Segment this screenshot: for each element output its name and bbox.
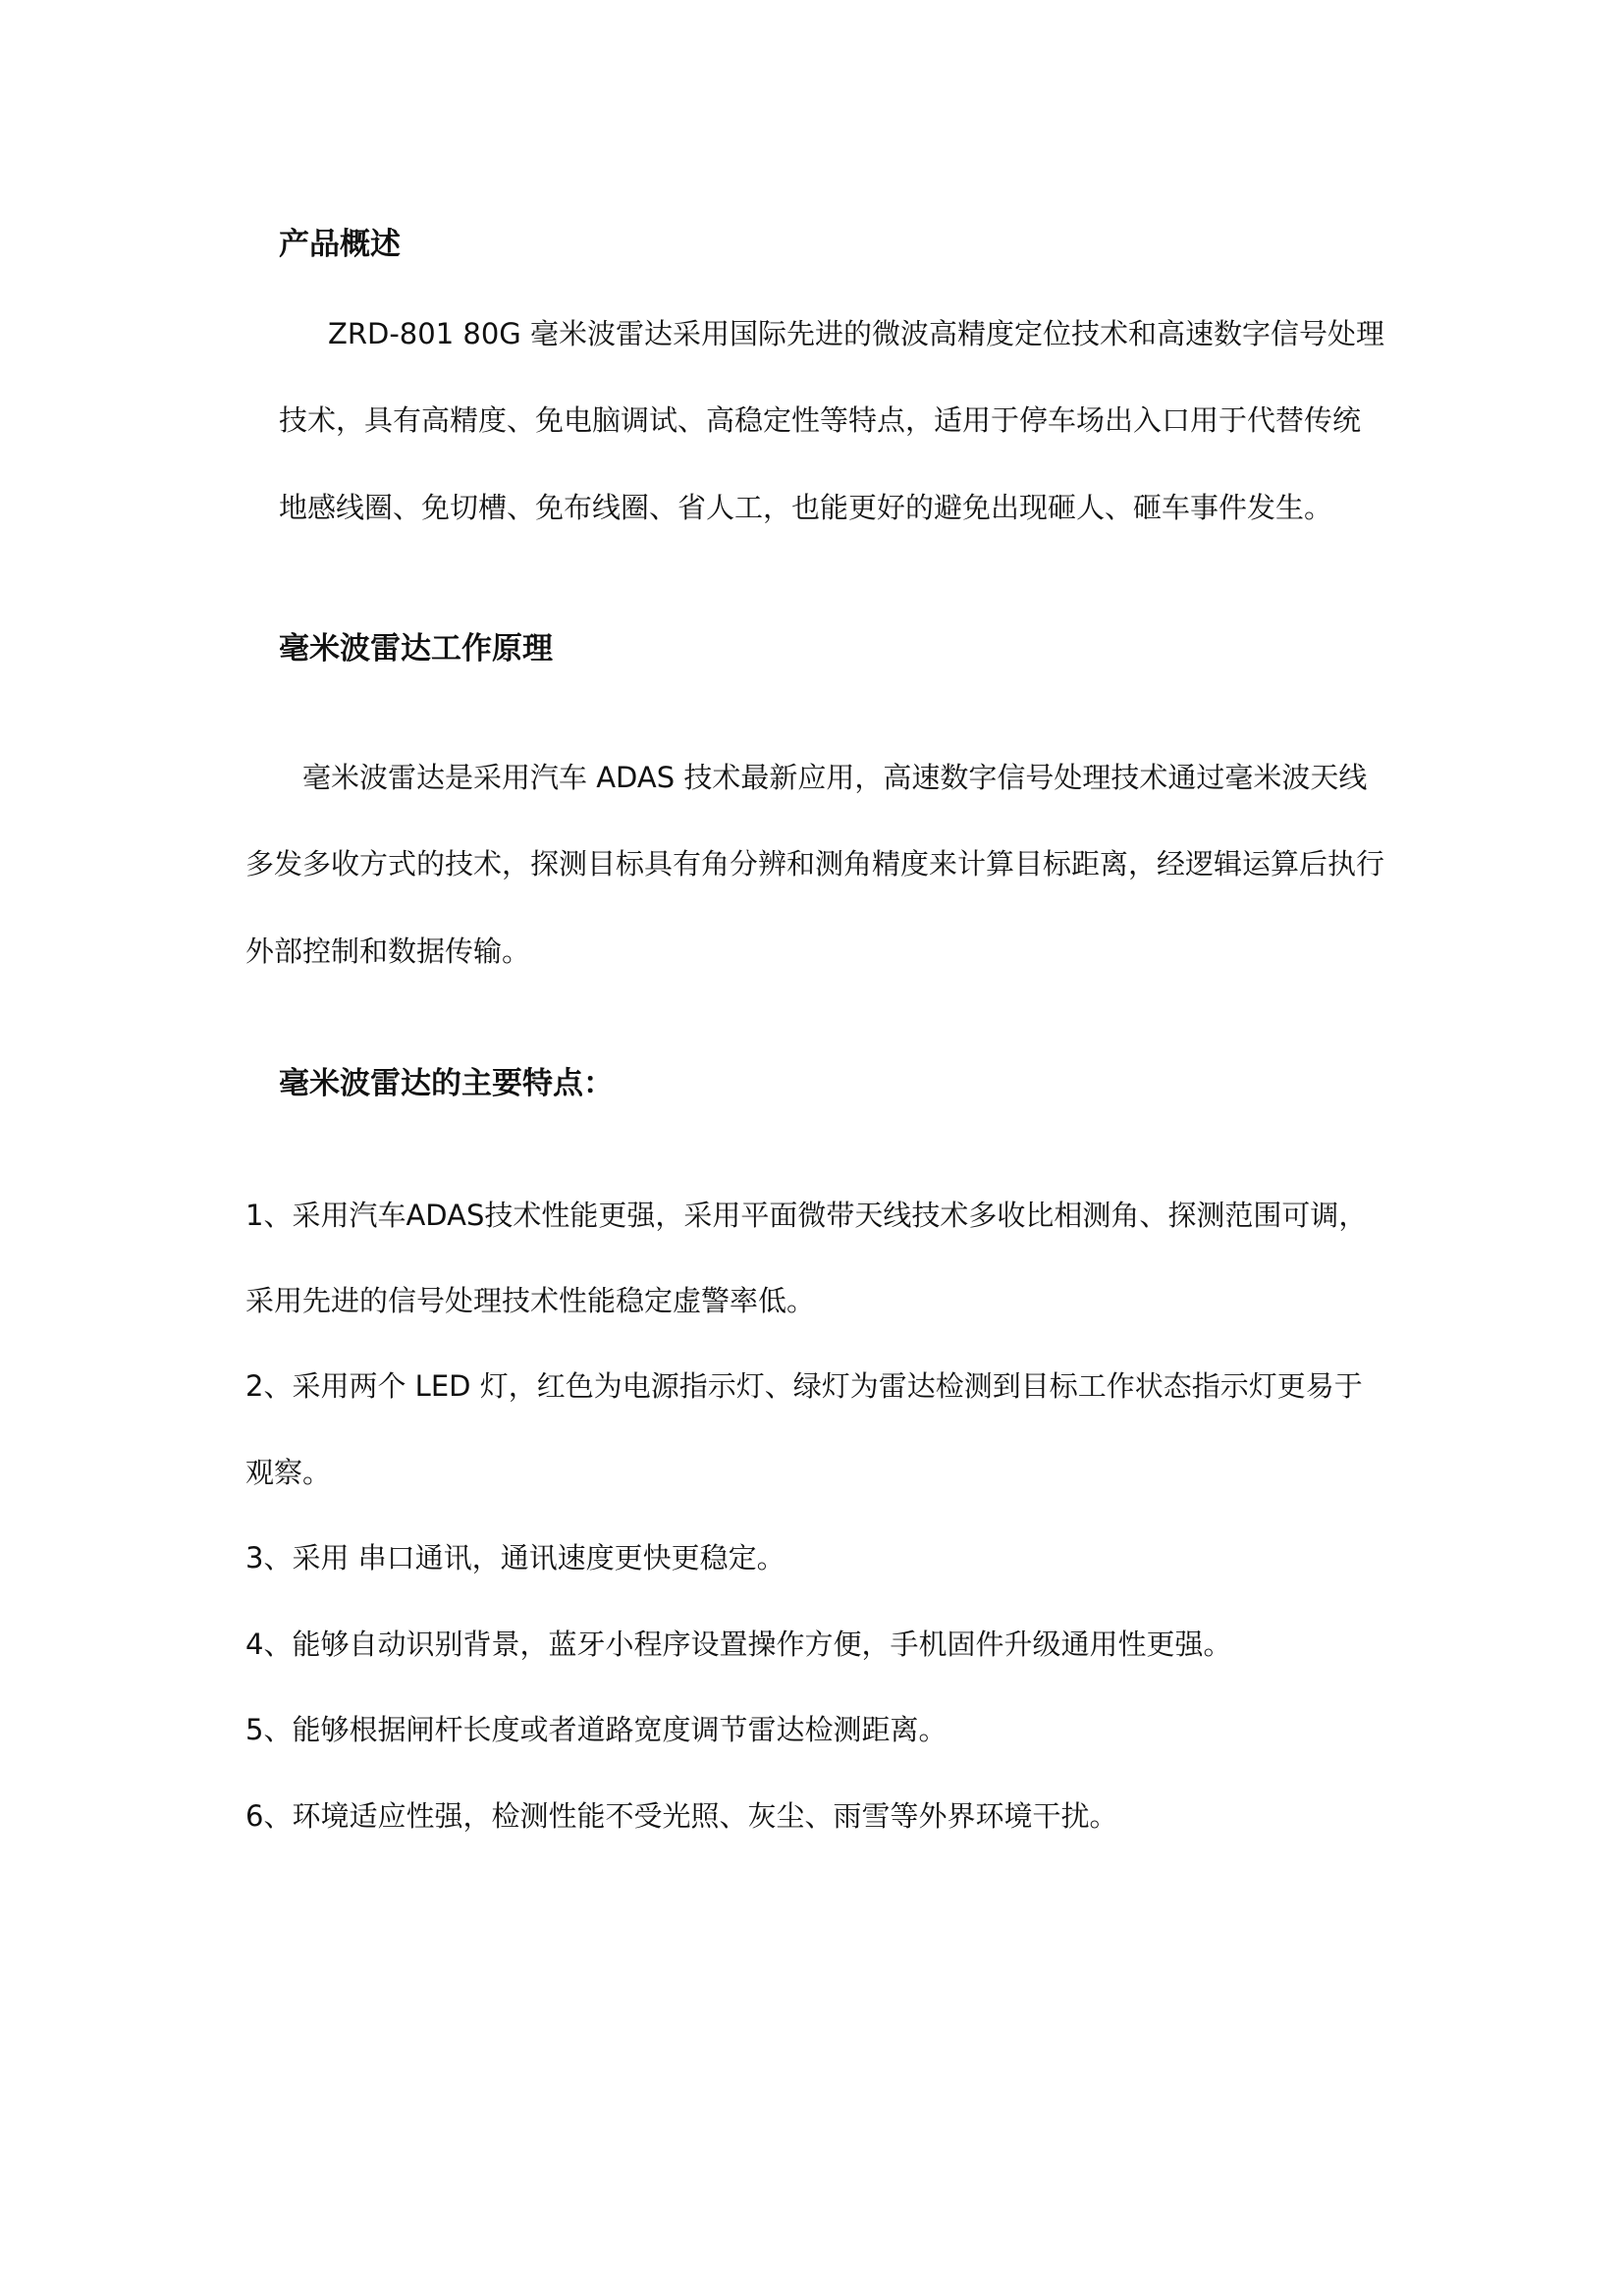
list-item: 1、采用汽车ADAS技术性能更强，采用平面微带天线技术多收比相测角、探测范围可调， [245,1199,1368,1232]
list-item: 6、环境适应性强，检测性能不受光照、灰尘、雨雪等外界环境干扰。 [245,1799,1118,1833]
section-heading-working-principle: 毫米波雷达工作原理 [279,631,553,667]
list-item: 5、能够根据闸杆长度或者道路宽度调节雷达检测距离。 [245,1713,947,1746]
section-heading-main-features: 毫米波雷达的主要特点： [279,1066,614,1101]
list-item: 3、采用 串口通讯，通讯速度更快更稳定。 [245,1541,785,1575]
list-item-continuation: 观察。 [245,1456,332,1489]
section-heading-product-overview: 产品概述 [279,227,401,262]
paragraph-line: 多发多收方式的技术，探测目标具有角分辨和测角精度来计算目标距离，经逻辑运算后执行 [245,847,1385,881]
list-item-continuation: 采用先进的信号处理技术性能稳定虚警率低。 [245,1284,816,1317]
list-item: 4、能够自动识别背景，蓝牙小程序设置操作方便，手机固件升级通用性更强。 [245,1628,1232,1661]
paragraph-line: ZRD-801 80G 毫米波雷达采用国际先进的微波高精度定位技术和高速数字信号处理 [328,317,1384,350]
paragraph-line: 外部控制和数据传输。 [245,934,531,968]
paragraph-line: 毫米波雷达是采用汽车 ADAS 技术最新应用，高速数字信号处理技术通过毫米波天线 [302,761,1368,794]
paragraph-line: 技术，具有高精度、免电脑调试、高稳定性等特点，适用于停车场出入口用于代替传统 [279,403,1362,437]
paragraph-line: 地感线圈、免切槽、免布线圈、省人工，也能更好的避免出现砸人、砸车事件发生。 [279,491,1333,524]
list-item: 2、采用两个 LED 灯，红色为电源指示灯、绿灯为雷达检测到目标工作状态指示灯更易于 [245,1369,1363,1403]
